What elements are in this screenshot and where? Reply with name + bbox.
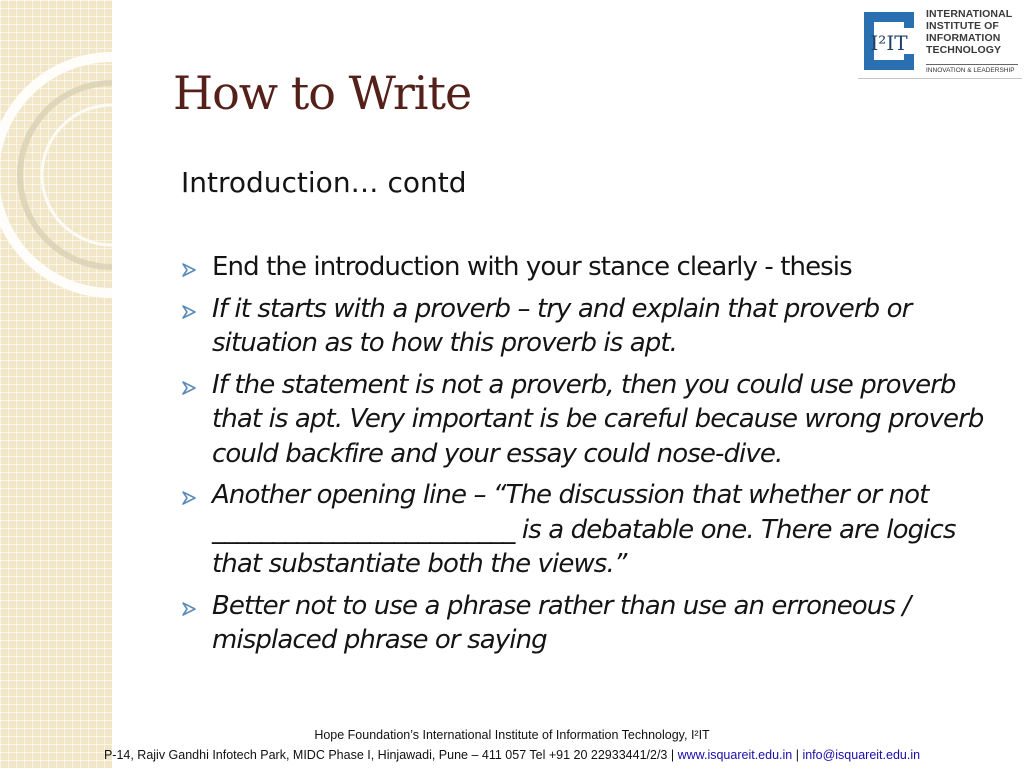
- arrow-bullet-icon: [181, 262, 197, 278]
- logo-tagline: INNOVATION & LEADERSHIP: [926, 67, 1015, 74]
- arrow-bullet-icon: [181, 490, 197, 506]
- logo-line-1: INTERNATIONAL: [926, 8, 1013, 20]
- bullet-list: [181, 250, 1001, 665]
- header-divider: [858, 78, 1022, 79]
- slide-footer: [0, 727, 1024, 763]
- logo-line-2: INSTITUTE OF: [926, 20, 999, 32]
- bullet-item: [181, 368, 1001, 472]
- bullet-text: Better not to use a phrase rather than use an erroneous / misplaced phrase or saying: [212, 590, 911, 655]
- arrow-bullet-icon: [181, 304, 197, 320]
- bullet-text: Another opening line – “The discussion that whether or not _________________________ is a debatable one. There are logics that substantiate both the views.”: [212, 480, 956, 579]
- footer-contact: [0, 747, 1024, 763]
- bullet-item: [181, 589, 1001, 658]
- arrow-bullet-icon: [181, 380, 197, 396]
- arrow-bullet-icon: [181, 601, 197, 617]
- slide-title: How to Write: [173, 66, 472, 120]
- institute-logo: [858, 6, 1022, 78]
- logo-wordmark: [926, 8, 1022, 56]
- bullet-text: If the statement is not a proverb, then you could use proverb that is apt. Very important is be careful because wrong proverb could backfire and your essay could nose-dive.: [212, 369, 984, 469]
- bullet-item: [181, 250, 1001, 285]
- footer-organization: Hope Foundation’s International Institute of Information Technology, I²IT: [314, 728, 710, 742]
- bullet-text: End the introduction with your stance clearly - thesis: [212, 252, 852, 282]
- bullet-text: If it starts with a proverb – try and explain that proverb or situation as to how this proverb is apt.: [212, 293, 912, 358]
- logo-line-4: TECHNOLOGY: [926, 44, 1002, 56]
- slide-subtitle: Introduction… contd: [181, 166, 467, 199]
- logo-divider: [926, 64, 1018, 65]
- decorative-side-strip: [0, 0, 112, 768]
- decorative-arcs: [0, 0, 112, 768]
- bullet-item: [181, 478, 1001, 582]
- bullet-item: [181, 292, 1001, 361]
- i2it-logo-icon: [860, 8, 918, 74]
- logo-mark-text: I²IT: [870, 31, 908, 55]
- footer-website-link[interactable]: www.isquareit.edu.in: [677, 748, 793, 762]
- footer-separator: |: [792, 748, 803, 762]
- footer-address: P-14, Rajiv Gandhi Infotech Park, MIDC Phase I, Hinjawadi, Pune – 411 057 Tel +91 20 22933441/2/3 |: [103, 748, 678, 762]
- logo-line-3: INFORMATION: [926, 32, 1001, 44]
- footer-email-link[interactable]: info@isquareit.edu.in: [802, 748, 921, 762]
